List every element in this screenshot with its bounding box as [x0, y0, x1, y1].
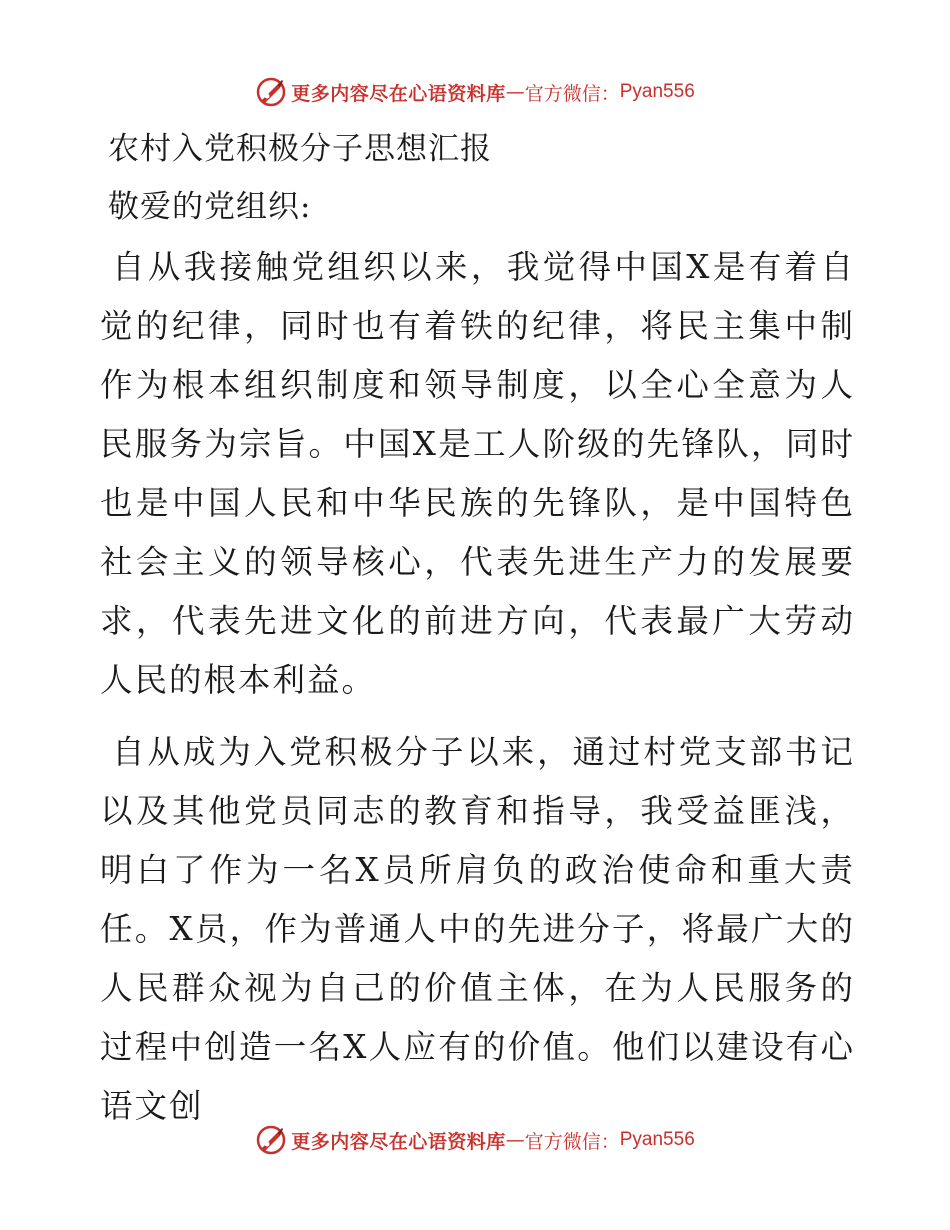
banner-wechat-label: 官方微信： [524, 82, 620, 105]
banner-promo-text: 更多内容尽在心语资料库 [291, 1130, 506, 1153]
document-body [100, 120, 855, 1136]
salutation: 敬爱的党组织: [108, 189, 312, 225]
banner-wechat-handle: Pyan556 [619, 1129, 695, 1150]
banner-dash: — [505, 1129, 525, 1151]
paragraph: 自从我接触党组织以来，我觉得中国X是有着自觉的纪律，同时也有着铁的纪律，将民主集中制作为根本组织制度和领导制度，以全心全意为人民服务为宗旨。中国X是工人阶级的先锋队，同时也是中国人民和中华民族的先锋队，是中国特色社会主义的领导核心，代表先进生产力的发展要求，代表先进文化的前进方向，代表最广大劳动人民的根本利益。 [100, 248, 855, 699]
banner-wechat-label: 官方微信： [524, 1130, 620, 1153]
banner-wechat-handle: Pyan556 [619, 81, 695, 102]
document-title: 农村入党积极分子思想汇报 [108, 131, 492, 167]
quill-pen-logo-icon [255, 76, 287, 108]
quill-pen-logo-icon [255, 1124, 287, 1156]
footer-banner [0, 1120, 950, 1160]
header-banner [0, 72, 950, 112]
banner-promo-text: 更多内容尽在心语资料库 [291, 82, 506, 105]
banner-dash: — [505, 81, 525, 103]
paragraph: 自从成为入党积极分子以来，通过村党支部书记以及其他党员同志的教育和指导，我受益匪浅，明白了作为一名X员所肩负的政治使命和重大责任。X员，作为普通人中的先进分子，将最广大的人民群众视为自己的价值主体，在为人民服务的过程中创造一名X人应有的价值。他们以建设有心语文创 [100, 733, 855, 1125]
